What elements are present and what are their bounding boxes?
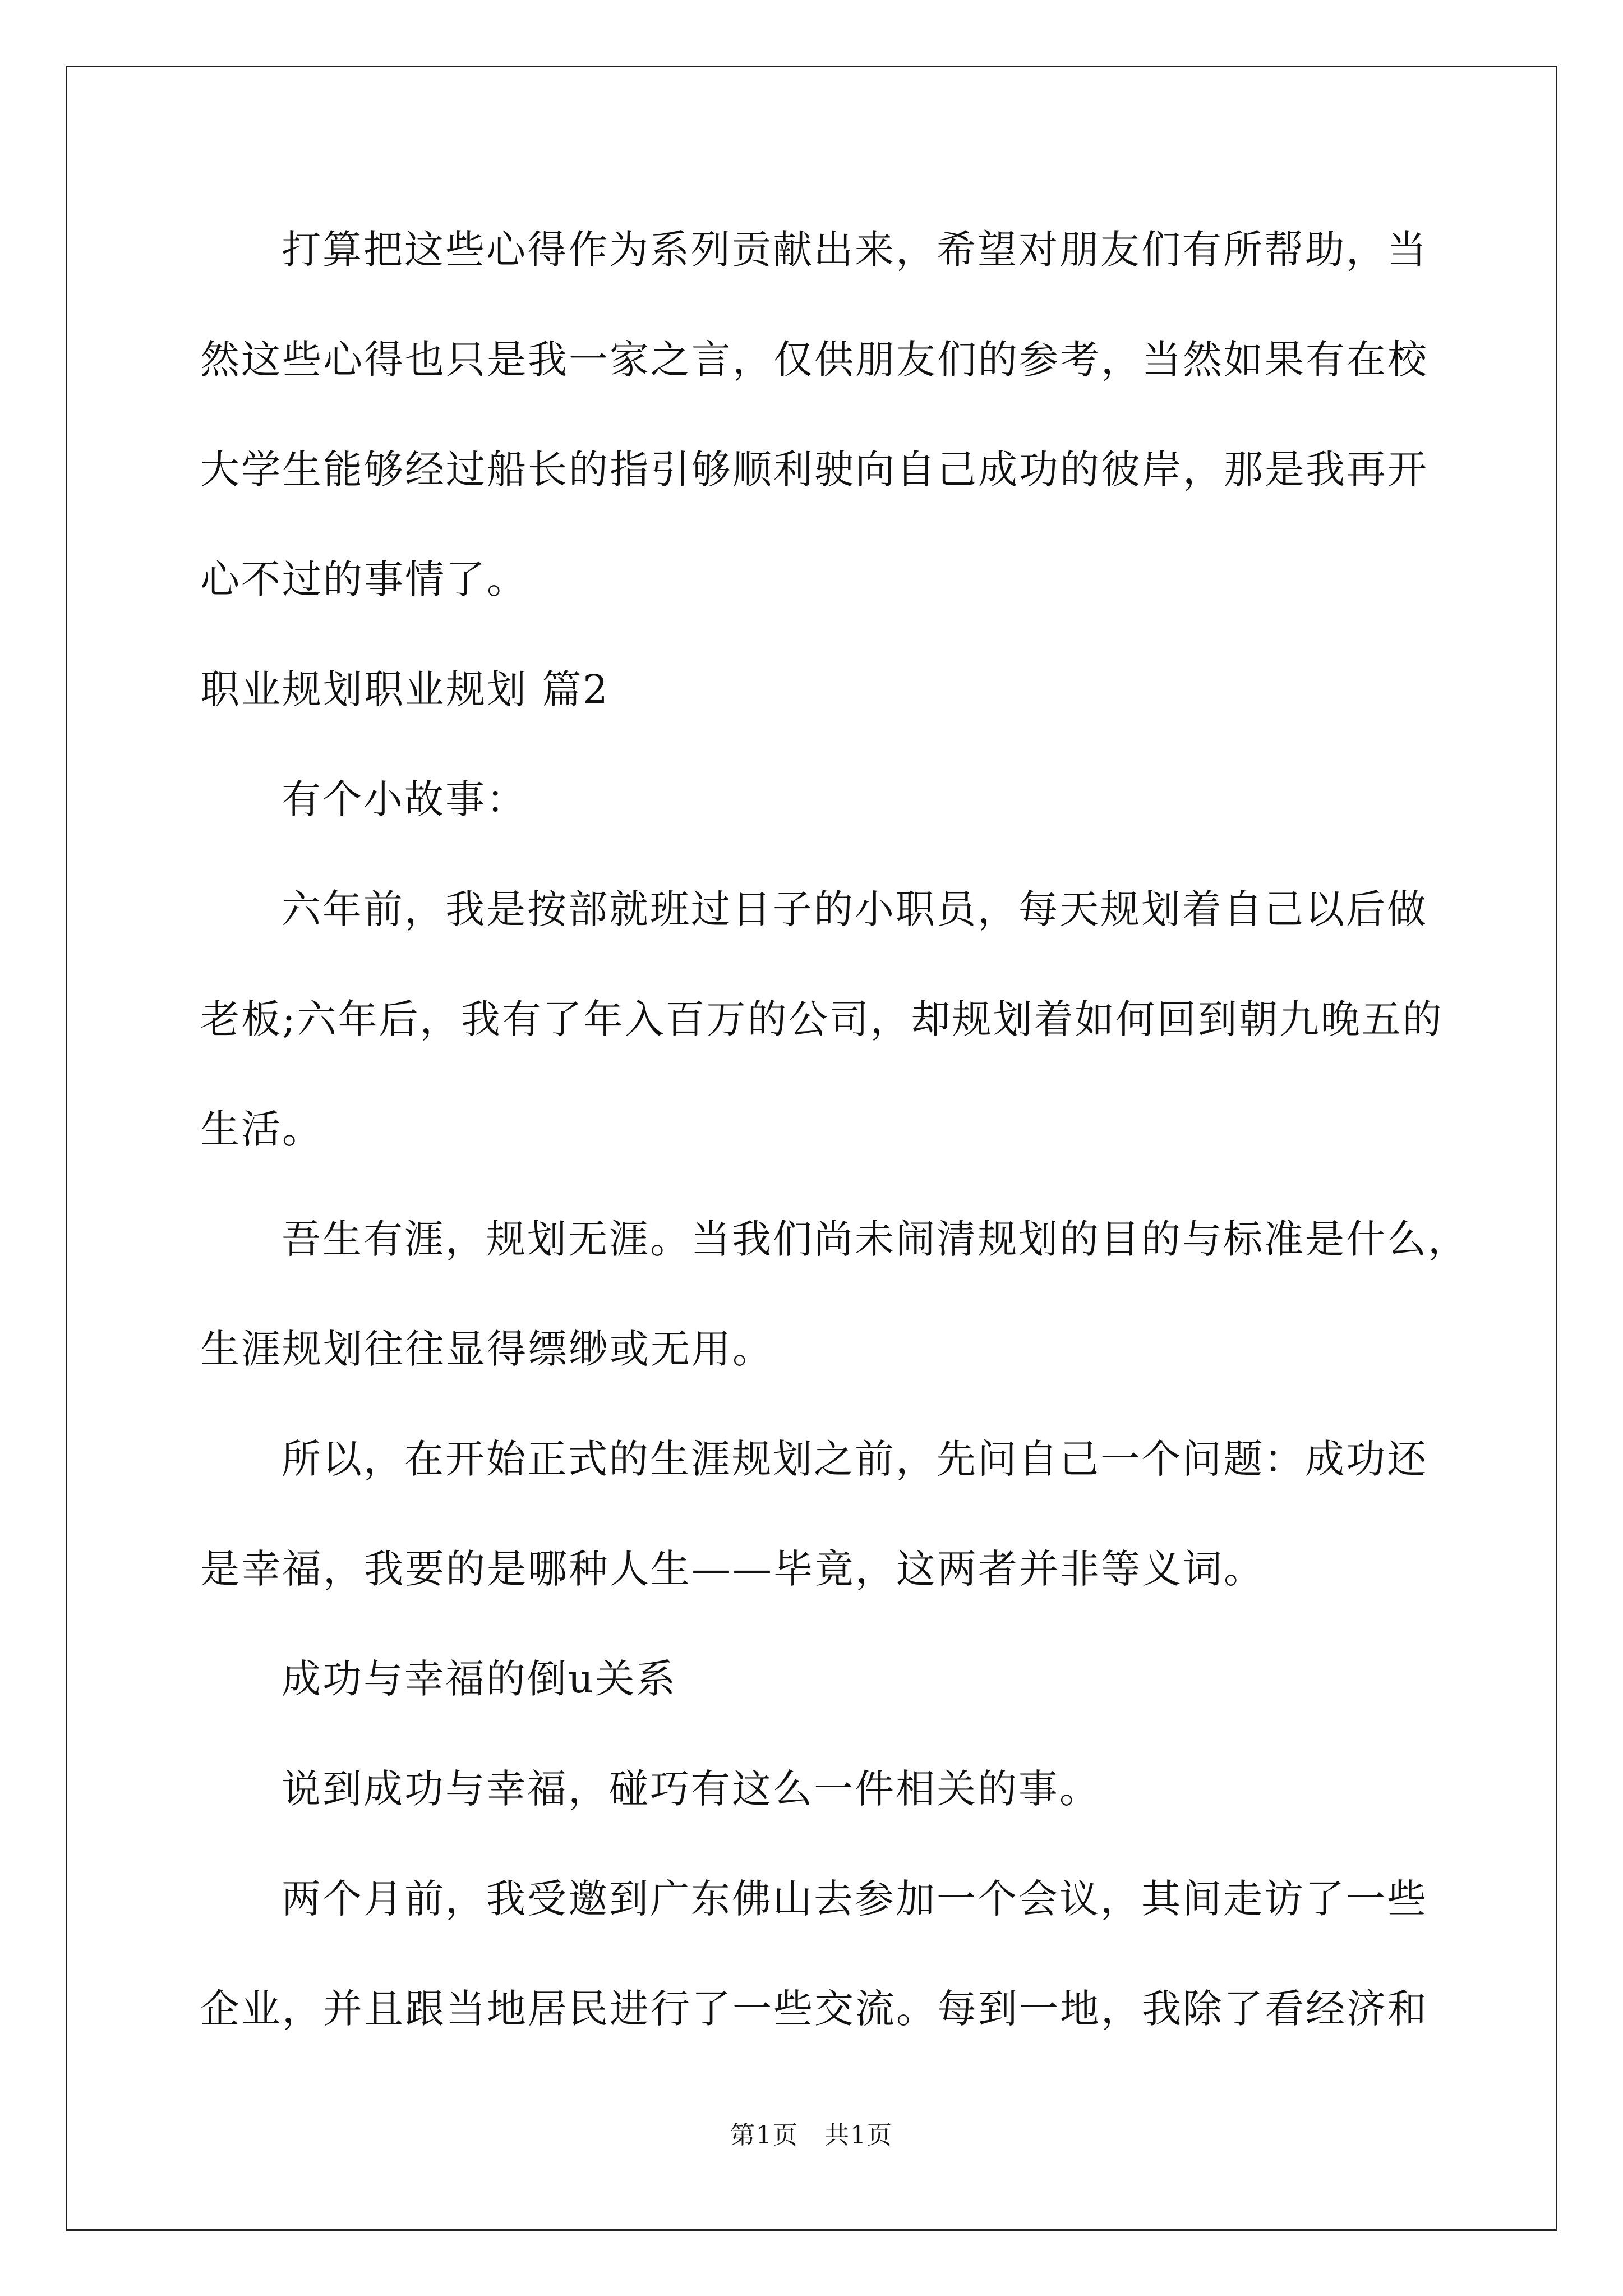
paragraph-line: 六年前，我是按部就班过日子的小职员，每天规划着自己以后做 — [282, 886, 1428, 932]
page-footer: 第1页 共1页 — [730, 2121, 893, 2150]
paragraph-line: 所以，在开始正式的生涯规划之前，先问自己一个问题：成功还 — [282, 1436, 1428, 1482]
paragraph-line: 说到成功与幸福，碰巧有这么一件相关的事。 — [282, 1766, 1100, 1812]
paragraph-line: 大学生能够经过船长的指引够顺利驶向自己成功的彼岸，那是我再开 — [200, 447, 1428, 493]
paragraph-line: 老板;六年后，我有了年入百万的公司，却规划着如何回到朝九晚五的 — [200, 996, 1444, 1042]
paragraph-line: 是幸福，我要的是哪种人生——毕竟，这两者并非等义词。 — [200, 1546, 1265, 1592]
paragraph-line: 吾生有涯，规划无涯。当我们尚未闹清规划的目的与标准是什么， — [282, 1216, 1469, 1262]
paragraph-line: 打算把这些心得作为系列贡献出来，希望对朋友们有所帮助，当 — [282, 227, 1428, 273]
paragraph-line: 有个小故事： — [282, 776, 527, 822]
paragraph-line: 生涯规划往往显得缥缈或无用。 — [200, 1326, 773, 1372]
paragraph-line: 两个月前，我受邀到广东佛山去参加一个会议，其间走访了一些 — [282, 1876, 1428, 1922]
paragraph-line: 然这些心得也只是我一家之言，仅供朋友们的参考，当然如果有在校 — [200, 337, 1428, 383]
paragraph-line: 心不过的事情了。 — [200, 556, 528, 602]
paragraph-line: 生活。 — [200, 1106, 323, 1152]
subheading: 成功与幸福的倒u关系 — [282, 1656, 677, 1702]
section-heading: 职业规划职业规划 篇2 — [200, 666, 610, 712]
paragraph-line: 企业，并且跟当地居民进行了一些交流。每到一地，我除了看经济和 — [200, 1986, 1428, 2032]
